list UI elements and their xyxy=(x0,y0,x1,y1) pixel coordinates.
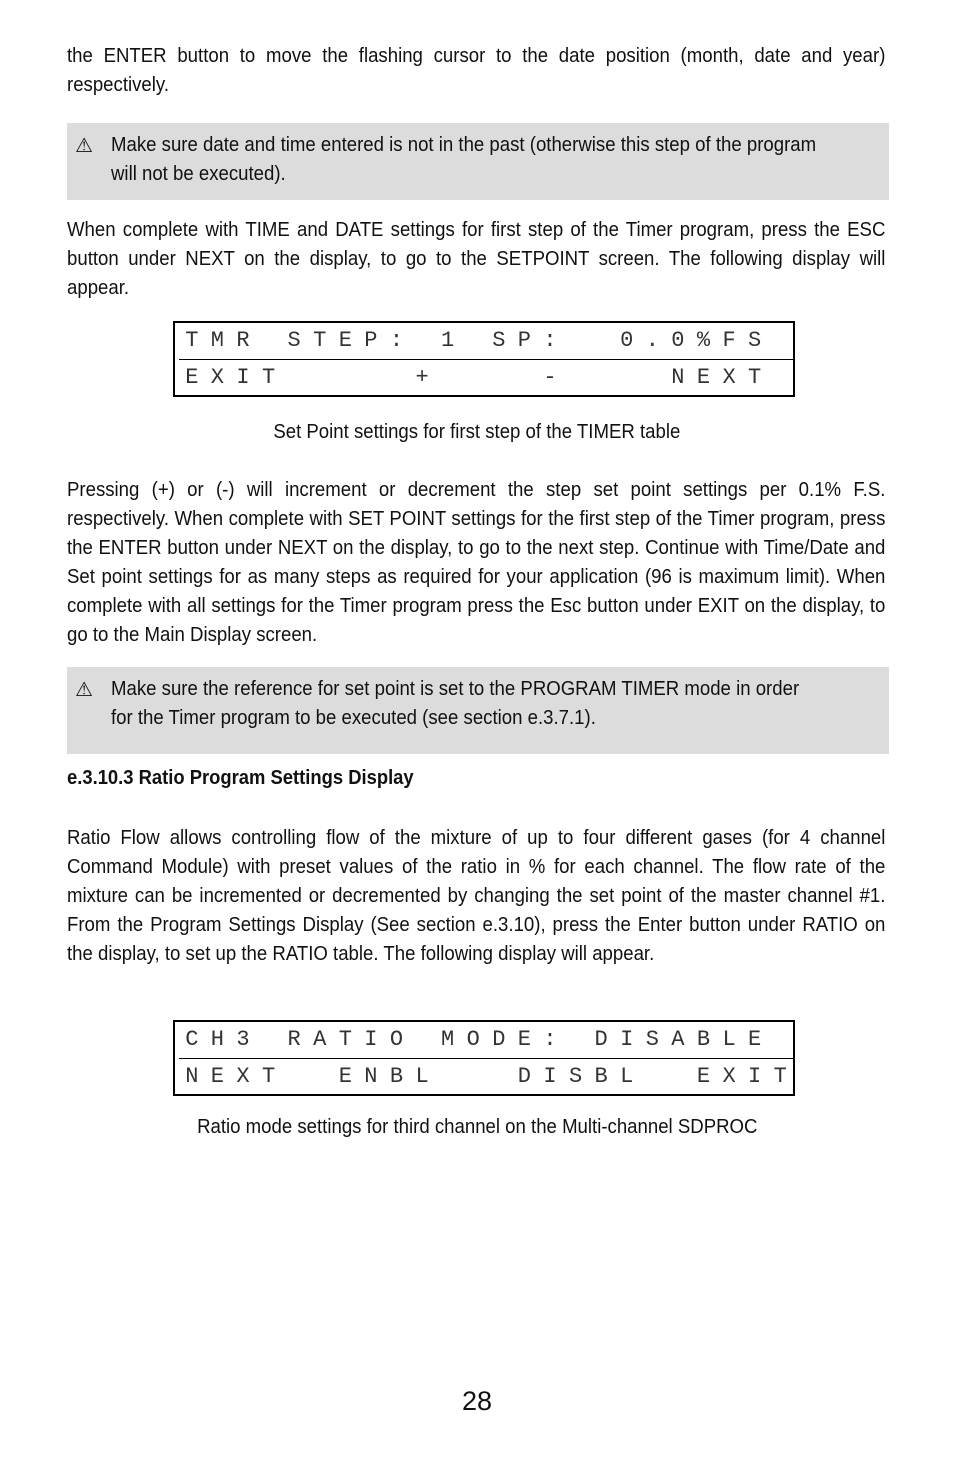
lcd-character: . xyxy=(645,328,659,353)
lcd-line-2 xyxy=(179,360,793,396)
lcd-character: C xyxy=(185,1027,199,1052)
lcd-character: B xyxy=(696,1027,711,1052)
lcd-character: I xyxy=(236,365,250,390)
lcd-character: % xyxy=(696,328,711,353)
lcd-character: T xyxy=(748,365,762,390)
lcd-character: S xyxy=(748,328,762,353)
paragraph-intro xyxy=(67,42,885,100)
warning-note-date-time xyxy=(67,123,889,200)
lcd-display-timer-step xyxy=(173,321,795,397)
caption-timer-table-text: Set Point settings for first step of the TIMER table xyxy=(273,421,681,443)
paragraph-setpoint-screen-text: When complete with TIME and DATE settings for first step of the Timer program, press the ESC button under NEXT on the display, to go to the SETPOINT screen. The following display will appear. xyxy=(67,219,886,299)
lcd-character: 1 xyxy=(441,328,455,353)
lcd-character: : xyxy=(543,328,557,353)
paragraph-setpoint-screen xyxy=(67,216,885,303)
warning-triangle-icon: ⚠ xyxy=(75,677,93,701)
lcd-character: 3 xyxy=(236,1027,250,1052)
lcd-character: + xyxy=(415,365,429,390)
caption-timer-table xyxy=(0,418,954,447)
lcd-line-2 xyxy=(179,1059,793,1095)
lcd-line-1 xyxy=(179,1022,793,1059)
lcd-character: T xyxy=(261,1064,276,1089)
lcd-character: L xyxy=(722,1027,736,1052)
lcd-character: X xyxy=(722,365,736,390)
lcd-character: T xyxy=(338,1027,352,1052)
lcd-character: I xyxy=(620,1027,634,1052)
lcd-character: T xyxy=(185,328,199,353)
lcd-character: D xyxy=(594,1027,608,1052)
lcd-character: P xyxy=(364,328,378,353)
paragraph-intro-text: the ENTER button to move the flashing cursor to the date position (month, date and year) respectively. xyxy=(67,45,886,96)
warning-note-text: Make sure the reference for set point is set to the PROGRAM TIMER mode in order for the Timer program to be executed (see section e.3.7.1). xyxy=(111,678,800,729)
lcd-character: L xyxy=(415,1064,429,1089)
lcd-character: I xyxy=(543,1064,557,1089)
lcd-character: 0 xyxy=(671,328,685,353)
caption-ratio-mode-text: Ratio mode settings for third channel on the Multi-channel SDPROC xyxy=(196,1116,758,1138)
page-number: 28 xyxy=(461,1386,493,1416)
paragraph-increment xyxy=(67,476,885,650)
lcd-character: X xyxy=(236,1064,250,1089)
lcd-character: A xyxy=(671,1027,685,1052)
lcd-character: N xyxy=(364,1064,378,1089)
lcd-character: E xyxy=(696,365,711,390)
lcd-line-1 xyxy=(179,323,793,360)
paragraph-ratio-flow xyxy=(67,824,885,969)
lcd-character: D xyxy=(517,1064,531,1089)
lcd-character: S xyxy=(568,1064,583,1089)
lcd-character: : xyxy=(389,328,404,353)
lcd-character: H xyxy=(210,1027,224,1052)
lcd-character: A xyxy=(313,1027,327,1052)
lcd-character: T xyxy=(313,328,327,353)
lcd-character: N xyxy=(185,1064,199,1089)
lcd-character: R xyxy=(236,328,250,353)
lcd-character: E xyxy=(338,328,352,353)
lcd-character: : xyxy=(543,1027,557,1052)
lcd-character: - xyxy=(543,365,557,390)
paragraph-ratio-flow-text: Ratio Flow allows controlling flow of the mixture of up to four different gases (for 4 channel Command Module) with preset values of the ratio in % for each channel. The flow rate of the mixture can be incremented or decremented by changing the set point of the master channel #1. From the Program Settings Display (See section e.3.10), press the Enter button under RATIO on the display, to set up the RATIO table. The following display will appear. xyxy=(67,827,886,965)
lcd-character: O xyxy=(466,1027,480,1052)
lcd-character: E xyxy=(185,365,199,390)
warning-note-text: Make sure date and time entered is not in the past (otherwise this step of the program will not be executed). xyxy=(111,134,817,185)
lcd-character: S xyxy=(645,1027,659,1052)
lcd-display-ratio-mode xyxy=(173,1020,795,1096)
lcd-character: E xyxy=(210,1064,224,1089)
section-heading: e.3.10.3 Ratio Program Settings Display xyxy=(67,767,414,789)
lcd-character: 0 xyxy=(620,328,634,353)
lcd-character: S xyxy=(287,328,301,353)
lcd-character: E xyxy=(748,1027,762,1052)
lcd-character: R xyxy=(287,1027,301,1052)
lcd-character: B xyxy=(594,1064,608,1089)
lcd-character: L xyxy=(620,1064,634,1089)
paragraph-increment-text: Pressing (+) or (-) will increment or decrement the step set point settings per 0.1% F.S. respectively. When complete with SET POINT settings for the first step of the Timer program, press the ENTER button under NEXT on the display, to go to the next step. Continue with Time/Date and Set point settings for as many steps as required for your application (96 is maximum limit). When complete with all settings for the Timer program press the Esc button under EXIT on the display, to go to the Main Display screen. xyxy=(67,479,886,646)
warning-note-program-timer xyxy=(67,667,889,754)
lcd-character: T xyxy=(261,365,276,390)
warning-triangle-icon: ⚠ xyxy=(75,133,93,157)
lcd-character: N xyxy=(671,365,685,390)
lcd-character: M xyxy=(441,1027,455,1052)
lcd-character: I xyxy=(364,1027,378,1052)
lcd-character: M xyxy=(210,328,224,353)
lcd-character: D xyxy=(492,1027,506,1052)
lcd-character: E xyxy=(517,1027,531,1052)
lcd-character: X xyxy=(210,365,224,390)
lcd-character: T xyxy=(773,1064,787,1089)
lcd-character: O xyxy=(389,1027,404,1052)
lcd-character: F xyxy=(722,328,736,353)
lcd-character: B xyxy=(389,1064,404,1089)
lcd-character: E xyxy=(696,1064,711,1089)
caption-ratio-mode xyxy=(0,1113,954,1142)
lcd-character: E xyxy=(338,1064,352,1089)
lcd-character: P xyxy=(517,328,531,353)
lcd-character: I xyxy=(748,1064,762,1089)
lcd-character: S xyxy=(492,328,506,353)
lcd-character: X xyxy=(722,1064,736,1089)
